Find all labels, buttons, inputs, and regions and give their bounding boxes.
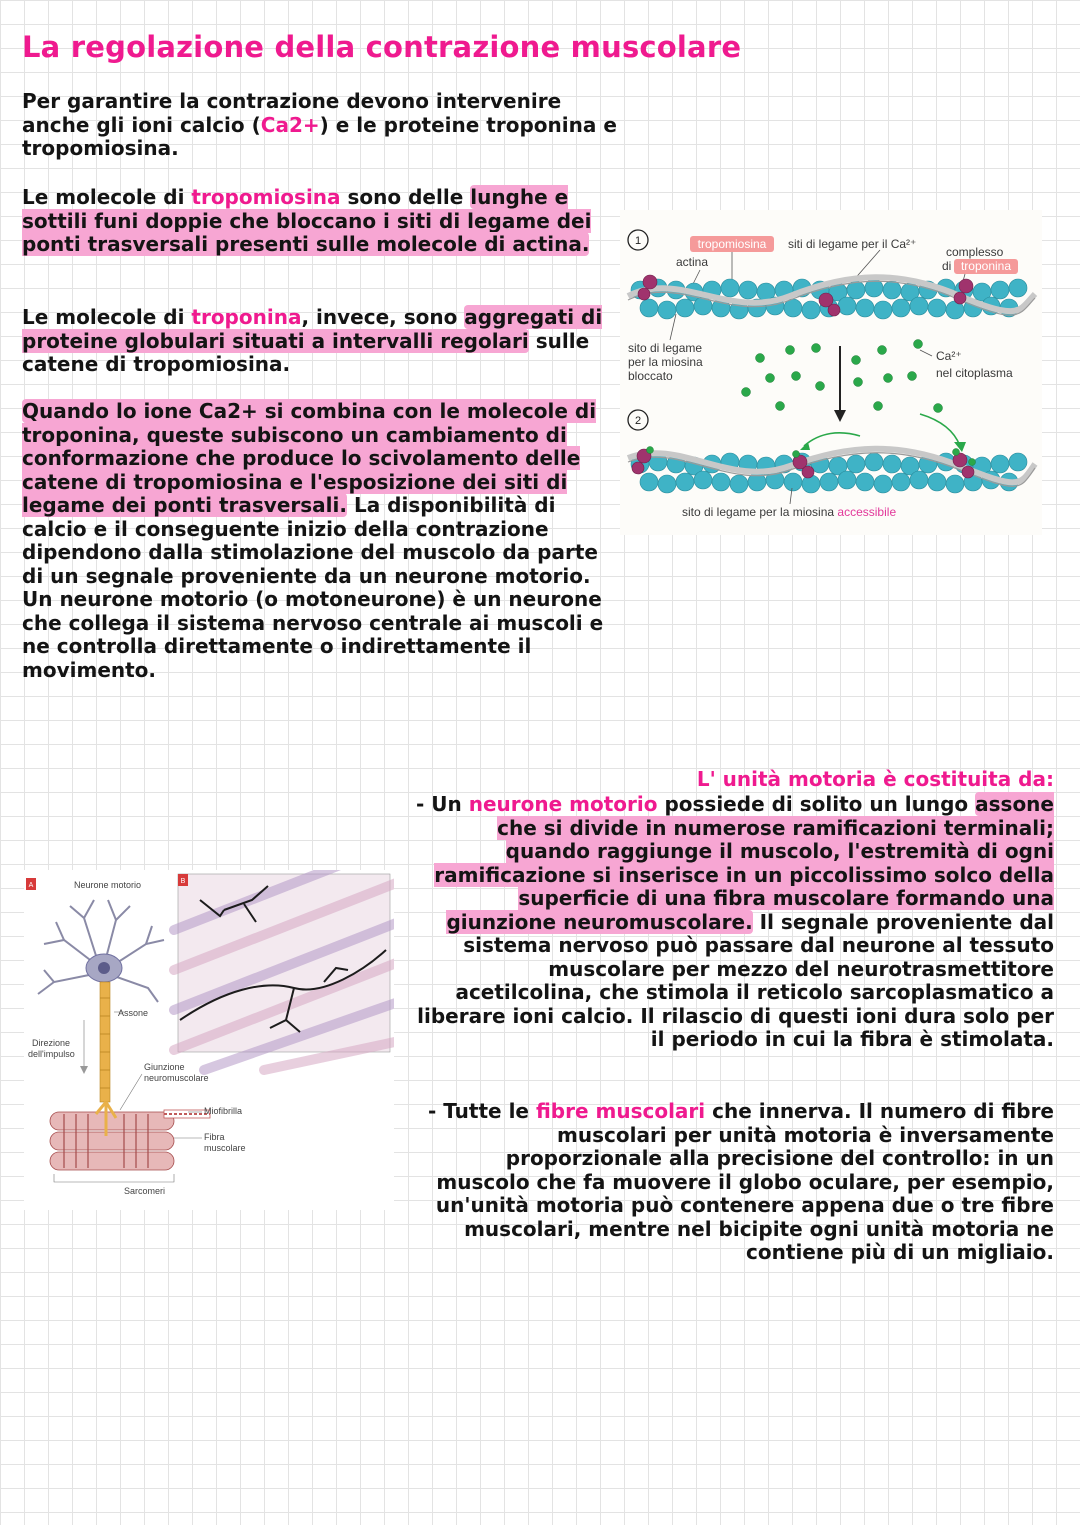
label-direzione-1: Direzione [32,1038,71,1048]
label-sito-bloccato-1: sito di legame [628,341,703,355]
label-actina: actina [676,255,709,269]
motor-unit-figure [24,870,394,1210]
label-troponina: troponina [960,259,1012,273]
motor-unit-heading: L' unità motoria è costituita da: [696,767,1054,791]
label-complesso: complesso [946,245,1004,259]
step-1-label: 1 [634,235,642,247]
actin-filament-2 [628,447,1035,494]
tropomiosina-paragraph: Le molecole di tropomiosina sono delle lunghe e sottili funi doppie che bloccano i siti di legame dei ponti trasversali presenti sulle molecole di actina. [22,185,592,256]
label-tropomiosina: tropomiosina [697,237,767,251]
label-direzione-2: dell'impulso [28,1049,75,1059]
label-miofibrilla: Miofibrilla [204,1106,243,1116]
calcium-paragraph: Quando lo ione Ca2+ si combina con le molecole di troponina, queste subiscono un cambiamento di conformazione che produce lo scivolamento delle catene di tropomiosina e l'esposizione dei siti di legame dei ponti trasversali. La disponibilità di calcio e il conseguente inizio della contrazione dipendono dalla stimolazione del muscolo da parte di un segnale proveniente da un neurone motorio. Un neurone motorio (o motoneurone) è un neurone che collega il sistema nervoso centrale ai muscoli e ne controlla direttamente o indirettamente il movimento. [22,399,604,682]
calcium-ions [742,340,943,413]
troponina-paragraph: Le molecole di troponina, invece, sono aggregati di proteine globulari situati a intervalli regolari sulle catene di tropomiosina. [22,305,603,376]
label-sarcomeri: Sarcomeri [124,1186,166,1196]
label-fibra-2: muscolare [204,1143,246,1153]
axon [100,982,110,1102]
label-nel-citoplasma: nel citoplasma [936,366,1013,380]
step-2-label: 2 [634,415,642,427]
label-neurone-motorio: Neurone motorio [74,880,142,890]
label-sito-accessibile: sito di legame per la miosina accessibile [682,505,897,519]
intro-paragraph: Per garantire la contrazione devono intervenire anche gli ioni calcio (Ca2+) e le proteine troponina e tropomiosina. [22,89,617,160]
micrograph [174,870,394,1070]
page-title: La regolazione della contrazione muscolare [22,30,742,64]
label-assone: Assone [118,1008,149,1018]
label-giunzione-1: Giunzione [144,1062,185,1072]
tag-b: B [180,878,186,885]
label-fibra-1: Fibra [204,1132,225,1142]
actin-filament-1 [628,275,1035,319]
neurone-paragraph: - Un neurone motorio possiede di solito un lungo assone che si divide in numerose ramificazioni terminali; quando raggiunge il muscolo, l'estremità di ogni ramificazione si inserisce in un piccolissimo solco della superficie di una fibra muscolare formando una giunzione neuromuscolare. Il segnale proveniente dal sistema nervoso può passare dal neurone al tessuto muscolare per mezzo del neurotrasmettitore acetilcolina, che stimola il reticolo sarcoplasmatico a liberare ioni calcio. Il rilascio di questi ioni dura solo per il periodo in cui la fibra è stimolata. [416,792,1054,1051]
muscle-fibres [50,1110,210,1170]
tag-a: A [28,882,34,889]
tropomiosina-diagram [620,210,1042,535]
fibre-paragraph: - Tutte le fibre muscolari che innerva. Il numero di fibre muscolari per unità motoria è inversamente proporzionale alla precisione del controllo: in un muscolo che fa muovere il globo oculare, per esempio, un'unità motoria può contenere appena due o tre fibre muscolari, mentre nel bicipite ogni unità motoria ne contiene più di un migliaio. [427,1099,1054,1264]
label-sito-bloccato-3: bloccato [628,369,673,383]
label-di: di [942,259,952,273]
label-sito-bloccato-2: per la miosina [628,355,703,369]
label-giunzione-2: neuromuscolare [144,1073,209,1083]
label-siti-legame-ca: siti di legame per il Ca²⁺ [788,237,917,251]
label-ca: Ca²⁺ [936,349,962,363]
